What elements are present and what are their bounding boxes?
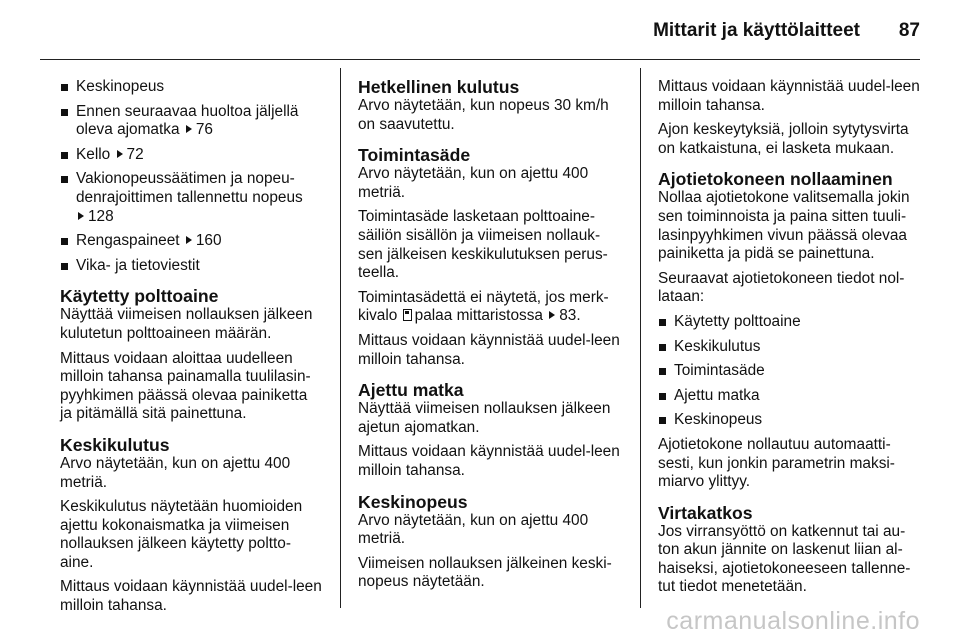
header-rule <box>40 59 920 60</box>
page-ref[interactable]: 128 <box>88 207 114 225</box>
list-item: Keskikulutus <box>658 338 920 357</box>
paragraph: Mittaus voidaan käynnistää uudel-leen milloin tahansa. <box>658 78 920 114</box>
list-item: Vakionopeussäätimen ja nopeu-denrajoittimen tallennettu nopeus 128 <box>60 170 322 226</box>
section-heading: Ajotietokoneen nollaaminen <box>658 169 893 190</box>
paragraph: Arvo näytetään, kun on ajettu 400 metriä. <box>358 511 589 548</box>
section-heading: Ajettu matka <box>358 380 464 401</box>
paragraph: Mittaus voidaan käynnistää uudel-leen milloin tahansa. <box>358 331 620 368</box>
page-ref[interactable]: 72 <box>126 145 144 163</box>
page-header <box>0 0 960 60</box>
list-item: Keskinopeus <box>658 411 920 430</box>
column-divider <box>340 68 341 608</box>
section-heading: Keskinopeus <box>358 491 468 512</box>
paragraph: Seuraavat ajotietokoneen tiedot nol-lataan: <box>658 269 905 306</box>
section-heading: Virtakatkos <box>658 502 753 523</box>
list-item: Rengaspaineet 160 <box>60 232 322 251</box>
section-heading: Toimintasäde <box>358 145 471 166</box>
paragraph: Keskikulutus näytetään huomioiden ajettu kokonaismatka ja viimeisen nollauksen jälkeen käytetty poltto-aine. <box>60 498 303 571</box>
paragraph: Ajon keskeytyksiä, jolloin sytytysvirta on katkaistuna, ei lasketa mukaan. <box>658 121 909 157</box>
page-ref-arrow-icon <box>78 212 84 220</box>
column-2 <box>358 78 620 598</box>
page-number: 87 <box>898 20 920 41</box>
list-item: Vika- ja tietoviestit <box>60 257 322 276</box>
paragraph: Mittaus voidaan käynnistää uudel-leen milloin tahansa. <box>358 443 620 479</box>
page-ref-arrow-icon <box>186 125 192 133</box>
paragraph: Toimintasädettä ei näytetä, jos merk-kivalo palaa mittaristossa 83. <box>358 288 609 325</box>
paragraph: Arvo näytetään, kun on ajettu 400 metriä. <box>358 165 589 201</box>
page-ref[interactable]: 160 <box>195 232 222 250</box>
paragraph: Näyttää viimeisen nollauksen jälkeen ajetun ajomatkan. <box>358 400 611 436</box>
page-ref[interactable]: 83. <box>559 307 581 325</box>
page-ref-arrow-icon <box>117 150 123 158</box>
paragraph: Mittaus voidaan aloittaa uudelleen milloin tahansa painamalla tuulilasin-pyyhkimen päässä olevaa painiketta ja pitämällä sitä painettuna. <box>60 349 311 423</box>
header-title: Mittarit ja käyttölaitteet <box>653 20 860 41</box>
column-divider <box>640 68 641 608</box>
page-ref-arrow-icon <box>186 236 192 244</box>
column-3 <box>658 78 920 603</box>
list-item: Ennen seuraavaa huoltoa jäljellä oleva ajomatka 76 <box>60 103 322 140</box>
section-heading: Käytetty polttoaine <box>60 286 219 307</box>
paragraph: Ajotietokone nollautuu automaatti-sesti, kun jonkin parametrin maksi-miarvo ylittyy. <box>658 435 895 491</box>
paragraph: Nollaa ajotietokone valitsemalla jokin sen toiminnoista ja paina sitten tuuli-lasinpyyhkimen vivun päässä olevaa painiketta ja pidä se painettuna. <box>658 189 910 263</box>
fuel-warning-icon <box>403 309 412 321</box>
paragraph: Viimeisen nollauksen jälkeinen keski-nopeus näytetään. <box>358 554 612 591</box>
column-1 <box>60 78 322 622</box>
paragraph: Jos virransyöttö on katkennut tai au-ton akun jännite on laskenut liian al-haiseksi, ajotietokoneeseen tallenne-tut tiedot menetetään. <box>658 522 911 596</box>
list-item: Kello 72 <box>60 146 322 165</box>
list-item: Ajettu matka <box>658 387 920 406</box>
page-ref-arrow-icon <box>549 311 555 319</box>
list-item: Toimintasäde <box>658 362 920 381</box>
section-heading: Keskikulutus <box>60 434 170 455</box>
list-item: Keskinopeus <box>60 78 322 97</box>
section-heading: Hetkellinen kulutus <box>358 77 520 97</box>
watermark: carmanualsonline.info <box>666 607 920 635</box>
paragraph: Arvo näytetään, kun on ajettu 400 metriä. <box>60 454 291 491</box>
page-ref[interactable]: 76 <box>195 121 213 139</box>
paragraph: Arvo näytetään, kun nopeus 30 km/h on saavutettu. <box>358 97 609 133</box>
paragraph: Näyttää viimeisen nollauksen jälkeen kulutetun polttoaineen määrän. <box>60 306 313 342</box>
paragraph: Toimintasäde lasketaan polttoaine-säiliön sisällön ja viimeisen nollauk-sen jälkeisen keskikulutuksen perus-teella. <box>358 208 608 282</box>
list-item: Käytetty polttoaine <box>658 313 920 332</box>
paragraph: Mittaus voidaan käynnistää uudel-leen milloin tahansa. <box>60 578 322 615</box>
